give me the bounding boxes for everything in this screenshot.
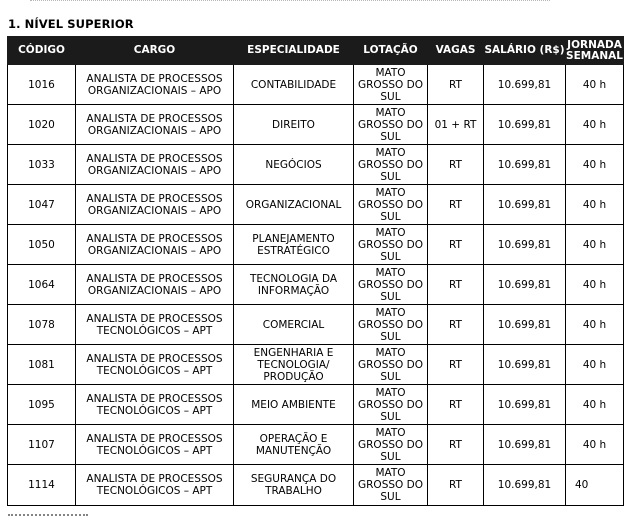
cell-vagas: RT: [428, 145, 484, 185]
cell-vagas: 01 + RT: [428, 105, 484, 145]
cell-vagas: RT: [428, 345, 484, 385]
cell-jornada: 40 h: [566, 305, 624, 345]
cell-salario: 10.699,81: [484, 465, 566, 506]
cell-vagas: RT: [428, 225, 484, 265]
header-cargo: CARGO: [76, 37, 234, 65]
bottom-crop-fragment: [8, 514, 88, 521]
header-salario: SALÁRIO (R$): [484, 37, 566, 65]
cell-jornada: 40 h: [566, 425, 624, 465]
table-header-row: [8, 37, 624, 65]
cell-especialidade: PLANEJAMENTO ESTRATÉGICO: [234, 225, 354, 265]
cell-lotacao: MATO GROSSO DO SUL: [354, 345, 428, 385]
cell-salario: 10.699,81: [484, 185, 566, 225]
cell-codigo: 1047: [8, 185, 76, 225]
cell-cargo: ANALISTA DE PROCESSOS ORGANIZACIONAIS – APO: [76, 265, 234, 305]
cell-vagas: RT: [428, 265, 484, 305]
table-row: [8, 345, 624, 385]
cell-especialidade: ENGENHARIA E TECNOLOGIA/ PRODUÇÃO: [234, 345, 354, 385]
table-row: [8, 145, 624, 185]
cell-cargo: ANALISTA DE PROCESSOS ORGANIZACIONAIS – APO: [76, 145, 234, 185]
cell-jornada: 40 h: [566, 65, 624, 105]
header-codigo: CÓDIGO: [8, 37, 76, 65]
cell-especialidade: NEGÓCIOS: [234, 145, 354, 185]
cell-jornada: 40 h: [566, 105, 624, 145]
cell-salario: 10.699,81: [484, 65, 566, 105]
cell-codigo: 1095: [8, 385, 76, 425]
cell-codigo: 1050: [8, 225, 76, 265]
cell-especialidade: DIREITO: [234, 105, 354, 145]
cell-especialidade: ORGANIZACIONAL: [234, 185, 354, 225]
cell-vagas: RT: [428, 185, 484, 225]
cell-codigo: 1033: [8, 145, 76, 185]
cell-salario: 10.699,81: [484, 265, 566, 305]
cell-codigo: 1078: [8, 305, 76, 345]
cell-jornada: 40: [566, 465, 624, 506]
top-crop-fragment: [30, 0, 550, 7]
cell-codigo: 1107: [8, 425, 76, 465]
cell-codigo: 1020: [8, 105, 76, 145]
table-row: [8, 385, 624, 425]
cell-cargo: ANALISTA DE PROCESSOS TECNOLÓGICOS – APT: [76, 385, 234, 425]
table-body: [8, 65, 624, 506]
cell-vagas: RT: [428, 65, 484, 105]
cell-especialidade: MEIO AMBIENTE: [234, 385, 354, 425]
cell-cargo: ANALISTA DE PROCESSOS ORGANIZACIONAIS – APO: [76, 185, 234, 225]
cell-codigo: 1114: [8, 465, 76, 506]
cell-lotacao: MATO GROSSO DO SUL: [354, 385, 428, 425]
header-jornada: JORNADA SEMANAL: [566, 37, 624, 65]
cell-salario: 10.699,81: [484, 425, 566, 465]
cell-vagas: RT: [428, 465, 484, 506]
table-row: [8, 305, 624, 345]
table-row: [8, 105, 624, 145]
table-row: [8, 65, 624, 105]
cell-vagas: RT: [428, 385, 484, 425]
cell-especialidade: COMERCIAL: [234, 305, 354, 345]
cell-especialidade: TECNOLOGIA DA INFORMAÇÃO: [234, 265, 354, 305]
cell-jornada: 40 h: [566, 145, 624, 185]
section-title: 1. NÍVEL SUPERIOR: [8, 17, 134, 31]
cell-lotacao: MATO GROSSO DO SUL: [354, 225, 428, 265]
cell-jornada: 40 h: [566, 225, 624, 265]
cell-especialidade: OPERAÇÃO E MANUTENÇÃO: [234, 425, 354, 465]
cell-cargo: ANALISTA DE PROCESSOS ORGANIZACIONAIS – APO: [76, 65, 234, 105]
cell-jornada: 40 h: [566, 385, 624, 425]
cell-lotacao: MATO GROSSO DO SUL: [354, 465, 428, 506]
table-row: [8, 185, 624, 225]
cell-lotacao: MATO GROSSO DO SUL: [354, 425, 428, 465]
cell-salario: 10.699,81: [484, 345, 566, 385]
cell-lotacao: MATO GROSSO DO SUL: [354, 305, 428, 345]
header-vagas: VAGAS: [428, 37, 484, 65]
cell-cargo: ANALISTA DE PROCESSOS TECNOLÓGICOS – APT: [76, 305, 234, 345]
cell-vagas: RT: [428, 305, 484, 345]
cell-salario: 10.699,81: [484, 385, 566, 425]
cell-vagas: RT: [428, 425, 484, 465]
table-row: [8, 465, 624, 506]
cell-codigo: 1064: [8, 265, 76, 305]
table-row: [8, 265, 624, 305]
cell-lotacao: MATO GROSSO DO SUL: [354, 145, 428, 185]
cell-salario: 10.699,81: [484, 305, 566, 345]
cell-especialidade: CONTABILIDADE: [234, 65, 354, 105]
cell-jornada: 40 h: [566, 345, 624, 385]
cell-salario: 10.699,81: [484, 225, 566, 265]
cell-cargo: ANALISTA DE PROCESSOS ORGANIZACIONAIS – APO: [76, 105, 234, 145]
cell-cargo: ANALISTA DE PROCESSOS TECNOLÓGICOS – APT: [76, 425, 234, 465]
cell-salario: 10.699,81: [484, 145, 566, 185]
cell-jornada: 40 h: [566, 265, 624, 305]
cell-codigo: 1081: [8, 345, 76, 385]
cell-lotacao: MATO GROSSO DO SUL: [354, 105, 428, 145]
cell-jornada: 40 h: [566, 185, 624, 225]
cell-salario: 10.699,81: [484, 105, 566, 145]
cell-cargo: ANALISTA DE PROCESSOS ORGANIZACIONAIS – APO: [76, 225, 234, 265]
table-row: [8, 225, 624, 265]
table-row: [8, 425, 624, 465]
cell-lotacao: MATO GROSSO DO SUL: [354, 185, 428, 225]
header-lotacao: LOTAÇÃO: [354, 37, 428, 65]
cell-lotacao: MATO GROSSO DO SUL: [354, 65, 428, 105]
cell-codigo: 1016: [8, 65, 76, 105]
cell-especialidade: SEGURANÇA DO TRABALHO: [234, 465, 354, 506]
cell-lotacao: MATO GROSSO DO SUL: [354, 265, 428, 305]
header-especialidade: ESPECIALIDADE: [234, 37, 354, 65]
vacancies-table: [7, 36, 624, 506]
cell-cargo: ANALISTA DE PROCESSOS TECNOLÓGICOS – APT: [76, 465, 234, 506]
cell-cargo: ANALISTA DE PROCESSOS TECNOLÓGICOS – APT: [76, 345, 234, 385]
